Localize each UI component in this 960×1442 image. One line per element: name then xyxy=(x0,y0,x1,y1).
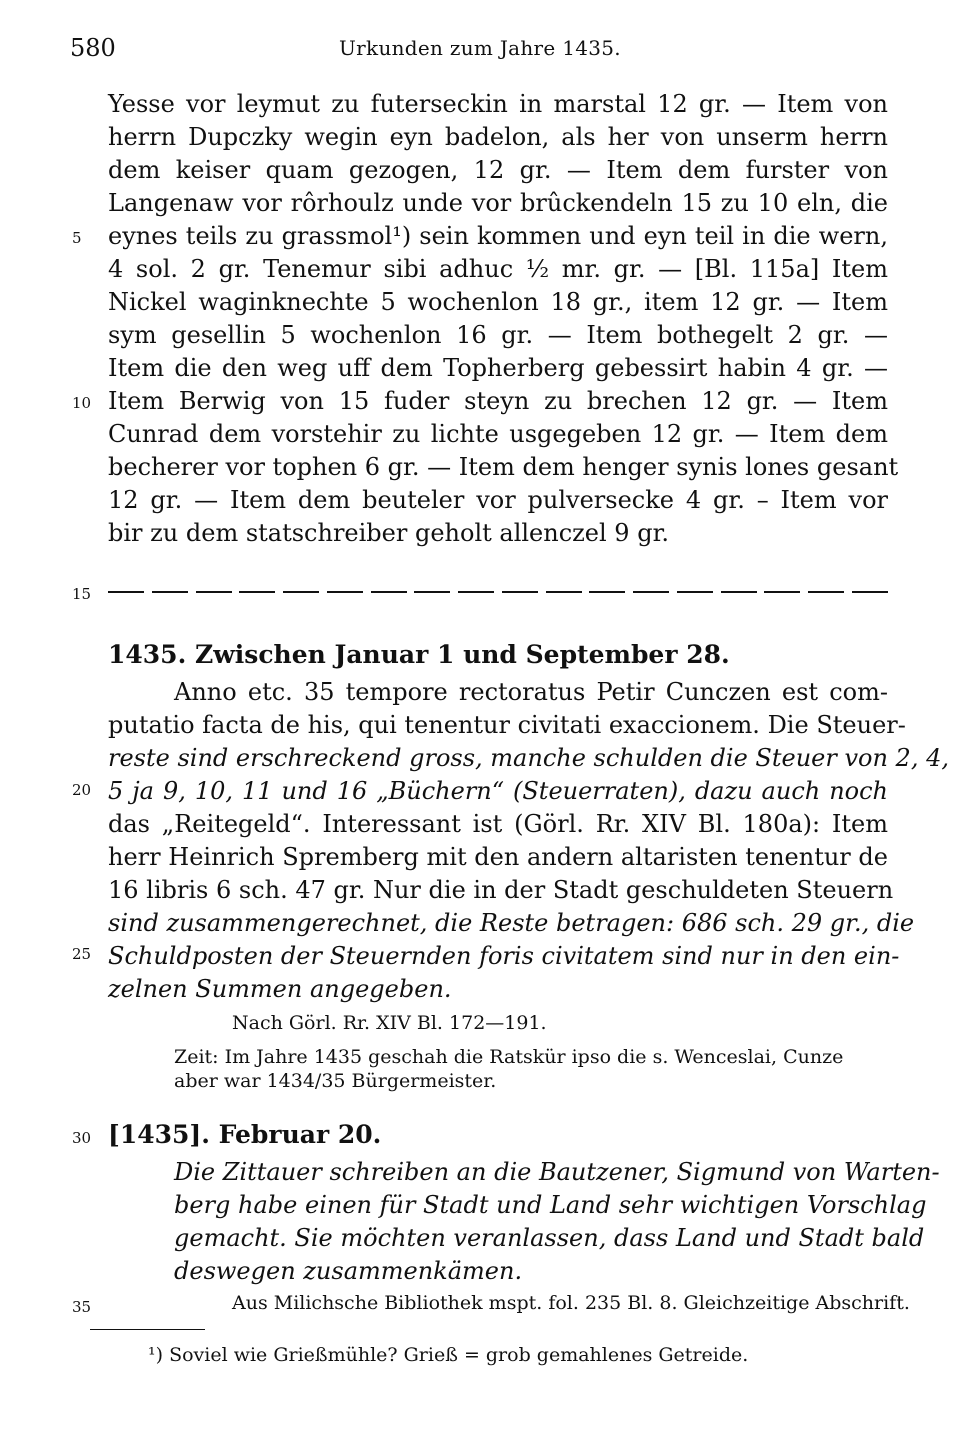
text-line: bir zu dem statschreiber geholt allenczel 9 gr. xyxy=(108,519,670,547)
text-line: Schuldposten der Steuernden foris civitatem sind nur in den ein- xyxy=(108,942,900,970)
footnote: ¹) Soviel wie Grießmühle? Grieß = grob gemahlenes Getreide. xyxy=(148,1344,749,1366)
editorial-note: aber war 1434/35 Bürgermeister. xyxy=(174,1070,497,1092)
text-line: das „Reitegeld“. Interessant ist (Görl. Rr. XIV Bl. 180a): Item xyxy=(108,810,888,838)
page-header xyxy=(70,34,890,64)
text-line: Langenaw vor rôrhoulz unde vor brûckendeln 15 zu 10 eln, die xyxy=(108,189,888,217)
text-line: reste sind erschreckend gross, manche schulden die Steuer von 2, 4, xyxy=(108,744,949,772)
text-line: sym gesellin 5 wochenlon 16 gr. — Item bothegelt 2 gr. — xyxy=(108,321,888,349)
line-number: 5 xyxy=(72,229,82,247)
text-line: zelnen Summen angegeben. xyxy=(108,975,452,1003)
line-number: 30 xyxy=(72,1129,92,1147)
source-reference: Nach Görl. Rr. XIV Bl. 172—191. xyxy=(232,1012,547,1034)
footnote-rule xyxy=(90,1329,205,1330)
entry-heading: [1435]. Februar 20. xyxy=(108,1120,382,1149)
dashed-separator xyxy=(108,582,888,602)
line-number: 25 xyxy=(72,945,92,963)
text-line: putatio facta de his, qui tenentur civitati exaccionem. Die Steuer- xyxy=(108,711,906,739)
entry-heading: 1435. Zwischen Januar 1 und September 28. xyxy=(108,640,730,669)
line-number: 10 xyxy=(72,394,92,412)
text-line: Item Berwig von 15 fuder steyn zu brechen 12 gr. — Item xyxy=(108,387,888,415)
text-line: dem keiser quam gezogen, 12 gr. — Item dem furster von xyxy=(108,156,888,184)
text-line: Nickel waginknechte 5 wochenlon 18 gr., item 12 gr. — Item xyxy=(108,288,888,316)
text-line: Item die den weg uff dem Topherberg gebessirt habin 4 gr. — xyxy=(108,354,888,382)
text-line: berg habe einen für Stadt und Land sehr wichtigen Vorschlag xyxy=(174,1191,927,1219)
line-number: 20 xyxy=(72,781,92,799)
text-line: becherer vor tophen 6 gr. — Item dem henger synis lones gesant xyxy=(108,453,899,481)
line-number: 15 xyxy=(72,585,92,603)
text-line: Yesse vor leymut zu futerseckin in marstal 12 gr. — Item von xyxy=(108,90,888,118)
text-line: herrn Dupczky wegin eyn badelon, als her von unserm herrn xyxy=(108,123,888,151)
text-line: 5 ja 9, 10, 11 und 16 „Büchern“ (Steuerraten), dazu auch noch xyxy=(108,777,888,805)
text-line: sind zusammengerechnet, die Reste betragen: 686 sch. 29 gr., die xyxy=(108,909,915,937)
text-line: eynes teils zu grassmol¹) sein kommen und eyn teil in die wern, xyxy=(108,222,888,250)
text-line: deswegen zusammenkämen. xyxy=(174,1257,523,1285)
text-line: Cunrad dem vorstehir zu lichte usgegeben 12 gr. — Item dem xyxy=(108,420,888,448)
editorial-note: Zeit: Im Jahre 1435 geschah die Ratskür ipso die s. Wenceslai, Cunze xyxy=(174,1046,844,1068)
text-line: gemacht. Sie möchten veranlassen, dass Land und Stadt bald xyxy=(174,1224,925,1252)
text-line: Anno etc. 35 tempore rectoratus Petir Cunczen est com- xyxy=(174,678,888,706)
text-line: 12 gr. — Item dem beuteler vor pulversecke 4 gr. – Item vor xyxy=(108,486,888,514)
line-number: 35 xyxy=(72,1298,92,1316)
running-head: Urkunden zum Jahre 1435. xyxy=(339,36,621,60)
text-line: 16 libris 6 sch. 47 gr. Nur die in der Stadt geschuldeten Steuern xyxy=(108,876,894,904)
text-line: 4 sol. 2 gr. Tenemur sibi adhuc ½ mr. gr. — [Bl. 115a] Item xyxy=(108,255,888,283)
page-number: 580 xyxy=(70,34,116,62)
text-line: herr Heinrich Spremberg mit den andern altaristen tenentur de xyxy=(108,843,888,871)
text-line: Die Zittauer schreiben an die Bautzener, Sigmund von Warten- xyxy=(174,1158,940,1186)
source-reference: Aus Milichsche Bibliothek mspt. fol. 235 Bl. 8. Gleichzeitige Abschrift. xyxy=(232,1292,910,1314)
